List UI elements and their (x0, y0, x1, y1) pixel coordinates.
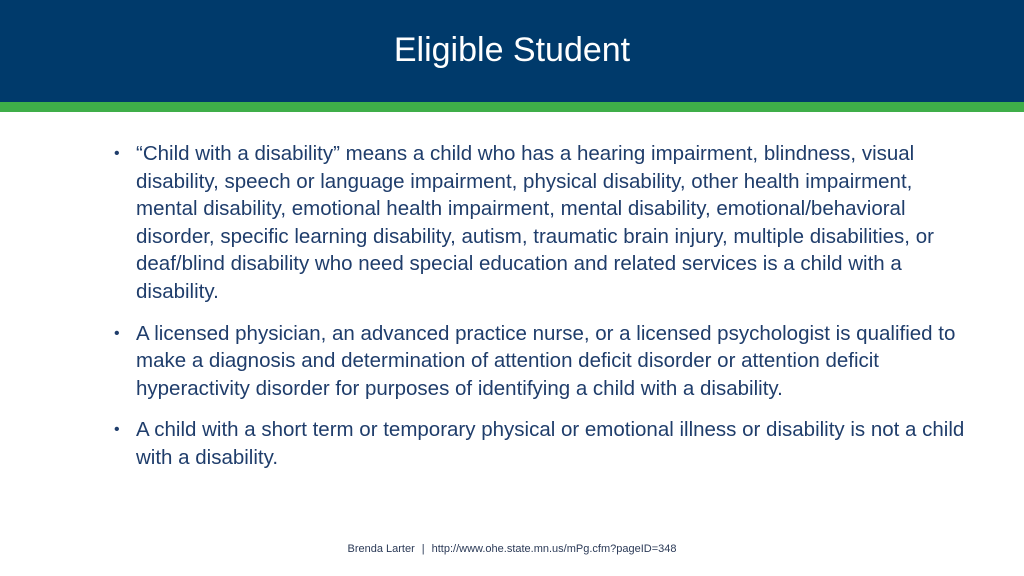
bullet-list (112, 140, 972, 472)
bullet-item-definition (112, 140, 972, 306)
bullet-dot-icon: • (114, 421, 120, 439)
slide-title: Eligible Student (393, 31, 631, 69)
bullet-item-diagnosis (112, 320, 972, 403)
footer-author: Brenda Larter (347, 543, 415, 555)
slide-body (112, 140, 972, 486)
footer (0, 541, 1024, 557)
bullet-dot-icon: • (114, 324, 120, 342)
bullet-text: “Child with a disability” means a child who has a hearing impairment, blindness, visual disability, speech or language impairment, physical disability, other health impairment, mental disability, emotional health impairment, mental disability, emotional/behavioral disorder, specific learning disability, autism, traumatic brain injury, multiple disabilities, or deaf/blind disability who need special education and related services is a child with a disability. (136, 142, 934, 303)
footer-url: http://www.ohe.state.mn.us/mPg.cfm?pageID=348 (431, 543, 677, 555)
accent-bar (0, 102, 1024, 112)
footer-separator: | (421, 543, 425, 555)
bullet-text: A child with a short term or temporary physical or emotional illness or disability is not a child with a disability. (136, 418, 965, 469)
title-banner (0, 0, 1024, 102)
bullet-dot-icon: • (114, 145, 120, 162)
bullet-item-temporary (112, 416, 972, 471)
bullet-text: A licensed physician, an advanced practice nurse, or a licensed psychologist is qualified to make a diagnosis and determination of attention deficit disorder or attention deficit hyperactivity disorder for purposes of identifying a child with a disability. (136, 321, 956, 400)
